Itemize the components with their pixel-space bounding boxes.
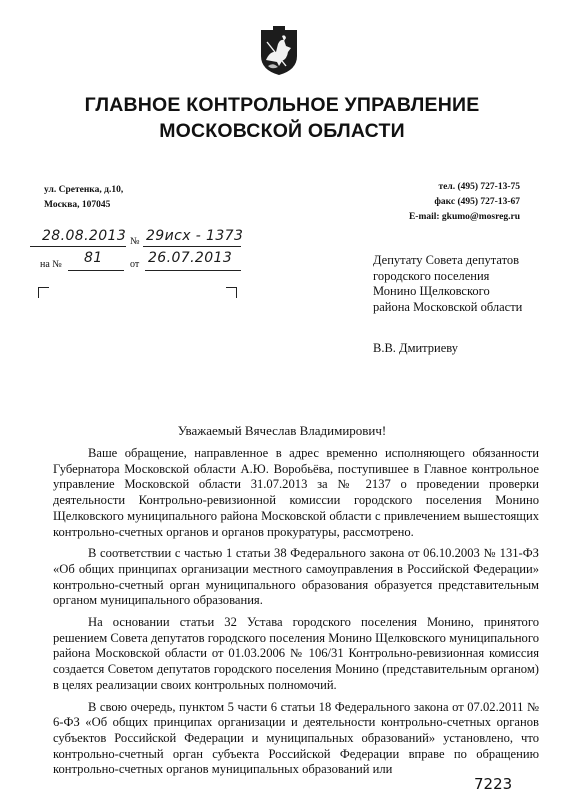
sender-contacts [300,180,520,225]
ref-number: 81 [84,250,103,266]
body-paragraph-3: На основании статьи 32 Устава городского поселения Монино, принятого решением Совета депутатов городского поселения Монино Щелковского муниципального района Московской области от 01.03.2006 № 106/31 Контрольно-ревизионная комиссия создается Советом депутатов городского поселения Монино (представительным органом) в целях реализации своих контрольных полномочий. [53,615,539,692]
ref-date: 26.07.2013 [148,250,233,266]
body-paragraph-4: В свою очередь, пунктом 5 части 6 статьи 18 Федерального закона от 07.02.2011 № 6-ФЗ «Об общих принципах организации и деятельности контрольно-счетных органов субъектов Российской Федерации и муниципальных образований» установлено, что контрольно-счетный орган субъекта Российской Федерации вправе по обращению контрольно-счетных органов муниципальных образований или [53,699,539,777]
document-number: 7223 [474,775,513,793]
contact-fax: факс (495) 727-13-67 [434,197,520,207]
reg-date: 28.08.2013 [42,228,127,244]
sender-address [44,183,123,213]
address-city: Москва, 107045 [44,200,111,210]
address-field-corner-right [226,287,237,298]
recipient-line4: района Московской области [373,299,523,314]
body-paragraph-2: В соответствии с частью 1 статьи 38 Федерального закона от 06.10.2003 № 131-ФЗ «Об общих принципах организации местного самоуправления в Российской Федерации» контрольно-счетный орган муниципального образования образуется представительным органом муниципального образования. [53,546,539,608]
recipient-line3: Монино Щелковского [373,284,490,298]
letter-body [53,446,539,784]
recipient-name: В.В. Дмитриеву [373,341,459,355]
recipient-line2: городского поселения [373,268,490,283]
address-field-corner-left [38,287,49,298]
organization-title [0,92,564,144]
reg-number: 29исх - 1373 [146,228,244,244]
address-street: ул. Сретенка, д.10, [44,185,124,195]
reg-number-label: № [130,236,140,247]
organization-title-line2: МОСКОВСКОЙ ОБЛАСТИ [159,120,405,142]
body-paragraph-1: Ваше обращение, направленное в адрес временно исполняющего обязанности Губернатора Московской области А.Ю. Воробьёва, поступившее в Главное контрольное управление Московской области 31.07.2013 за № 2137 о проведении проверки деятельности Контрольно-ревизионной комиссии городского поселения Монино Щелковского муниципального района Московской области с привлечением вышестоящих контрольно-счетных органов и органов прокуратуры, рассмотрено. [53,446,539,539]
ref-number-label: на № [40,259,62,270]
recipient-block [373,253,558,315]
greeting: Уважаемый Вячеслав Владимирович! [177,423,387,438]
recipient-line1: Депутату Совета депутатов [373,253,520,267]
organization-title-line1: ГЛАВНОЕ КОНТРОЛЬНОЕ УПРАВЛЕНИЕ [84,94,480,116]
moscow-region-emblem-icon [258,26,300,76]
contact-email: E-mail: gkumo@mosreg.ru [408,212,520,222]
contact-phone: тел. (495) 727-13-75 [438,182,520,192]
ref-from-label: от [130,259,140,270]
